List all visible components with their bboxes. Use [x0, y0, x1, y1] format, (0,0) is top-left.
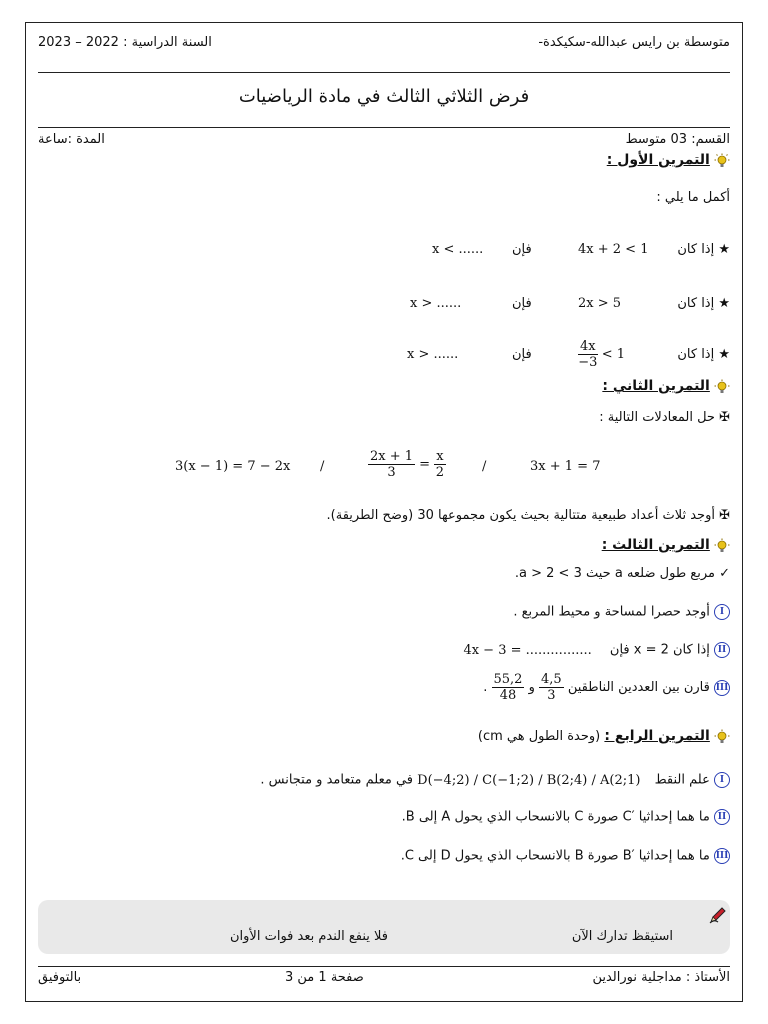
ex4-q1-points: D(−4;2) / C(−1;2) / B(2;4) / A(2;1) [417, 772, 641, 788]
ex2-heading [602, 378, 730, 395]
ex1-row1-condition: 4x + 2 < 1 [578, 242, 649, 257]
ex3-q3-text: قارن بين العددين الناطقين [567, 680, 710, 695]
pencil-icon [708, 905, 728, 929]
ex4-q1-tail: في معلم متعامد و متجانس . [260, 772, 414, 788]
q3-frac2-denominator: 48 [499, 688, 517, 703]
ex1-title: التمرين الأول : [606, 152, 710, 168]
roman-numeral-3: III [714, 848, 730, 864]
eq2-rhs-numerator: x [436, 449, 444, 464]
ex3-q3-and: و [528, 680, 535, 695]
ex2-equation-3: 3(x − 1) = 7 − 2x [175, 459, 291, 474]
ex1-row3-numerator: 4x [580, 339, 596, 354]
good-luck: بالتوفيق [38, 970, 82, 985]
ex3-heading [602, 537, 730, 554]
ex3-q2-expression: 4x − 3 = ................ [463, 642, 592, 658]
ex4-question-2 [402, 809, 730, 825]
roman-numeral-2: II [714, 809, 730, 825]
ex1-row2-condition: 2x > 5 [578, 296, 622, 311]
eq2-denominator: 3 [387, 465, 396, 480]
ex4-q2-text: ما هما إحداثيا ′C صورة C بالانسحاب الذي يحول A إلى B. [401, 809, 710, 825]
q3-frac1-denominator: 3 [547, 688, 556, 703]
ex3-q1-text: أوجد حصرا لمساحة و محيط المربع . [513, 604, 710, 620]
roman-numeral-2: II [714, 642, 730, 658]
eq2-numerator: 2x + 1 [370, 449, 414, 464]
roman-numeral-1: I [714, 772, 730, 788]
ex1-row2-then: فإن [512, 296, 532, 311]
duration-label: المدة :ساعة [38, 132, 105, 147]
ex1-row1-result: x < ...... [432, 242, 484, 257]
ex4-q1-text: علم النقط [654, 772, 710, 788]
ex2-equation-2: $\frac{2x + 1}{3}$ = $\frac{x}{2}$ [370, 449, 445, 480]
ex1-instruction: أكمل ما يلي : [656, 190, 730, 205]
ex2-instruction: ✠ حل المعادلات التالية : [599, 410, 730, 425]
ex4-q3-text: ما هما إحداثيا ′B صورة B بالانسحاب الذي يحول D إلى C. [400, 848, 710, 864]
ex1-row2-result: x > ...... [410, 296, 462, 311]
ex3-intro: ✓ مربع طول ضلعه a حيث 3 > a > 2. [514, 566, 730, 581]
ex4-question-1 [260, 772, 730, 788]
ex2-title: التمرين الثاني : [602, 378, 710, 394]
quote-left: فلا ينفع الندم بعد فوات الأوان [230, 929, 388, 944]
ex1-row1-then: فإن [512, 242, 532, 257]
q3-frac2-numerator: 55,2 [493, 672, 523, 687]
ex3-question-3: III قارن بين العددين الناطقين $\frac{4,5}{3}$ و $\frac{55,2}{48}$ . [483, 672, 729, 703]
quote-right: استيقظ تدارك الآن [571, 929, 673, 944]
ex3-q2-text: إذا كان x = 2 فإن [609, 642, 710, 658]
ex1-row3-result: x > ...... [407, 347, 459, 362]
ex4-question-3 [401, 848, 730, 864]
footer-divider [38, 966, 730, 967]
ex4-title-note: (وحدة الطول هي cm) [477, 729, 601, 744]
ex2-separator-2: / [320, 459, 325, 474]
teacher-name: الأستاذ : مداجلية نورالدين [592, 970, 730, 985]
lightbulb-icon [714, 153, 730, 169]
ex1-row3-denominator: −3 [578, 355, 598, 370]
school-year: السنة الدراسية : 2022 – 2023 [38, 35, 212, 50]
ex1-row3-tail: < 1 [601, 347, 626, 362]
page-title: فرض الثلاثي الثالث في مادة الرياضيات [238, 86, 530, 107]
ex2-task: ✠ أوجد ثلاث أعداد طبيعية متتالية بحيث يكون مجموعها 30 (وضح الطريقة). [326, 508, 730, 523]
class-label: القسم: 03 متوسط [625, 132, 730, 147]
ex3-title: التمرين الثالث : [601, 537, 710, 553]
q3-frac1-numerator: 4,5 [541, 672, 562, 687]
roman-numeral-1: I [714, 604, 730, 620]
eq2-rhs-denominator: 2 [435, 465, 445, 480]
ex2-separator-1: / [482, 459, 487, 474]
header-divider [38, 72, 730, 73]
quote-box [38, 900, 730, 954]
ex1-row3-if: ★ إذا كان [677, 347, 730, 362]
ex1-heading [607, 152, 730, 169]
ex3-question-1 [513, 604, 730, 620]
lightbulb-icon [714, 729, 730, 745]
ex1-row1-if: ★ إذا كان [677, 242, 730, 257]
ex4-title: التمرين الرابع : [604, 728, 710, 744]
ex2-equation-1: 3x + 1 = 7 [530, 459, 601, 474]
roman-numeral-3: III [714, 680, 730, 696]
school-name: متوسطة بن رايس عبدالله-سكيكدة- [538, 35, 730, 50]
lightbulb-icon [714, 379, 730, 395]
ex1-row2-if: ★ إذا كان [677, 296, 730, 311]
lightbulb-icon [714, 538, 730, 554]
ex1-row3-then: فإن [512, 347, 532, 362]
page-number: صفحة 1 من 3 [285, 970, 364, 985]
ex4-heading [478, 728, 730, 745]
ex1-row3-condition [578, 339, 625, 370]
ex3-question-2 [463, 642, 730, 658]
title-divider [38, 127, 730, 128]
